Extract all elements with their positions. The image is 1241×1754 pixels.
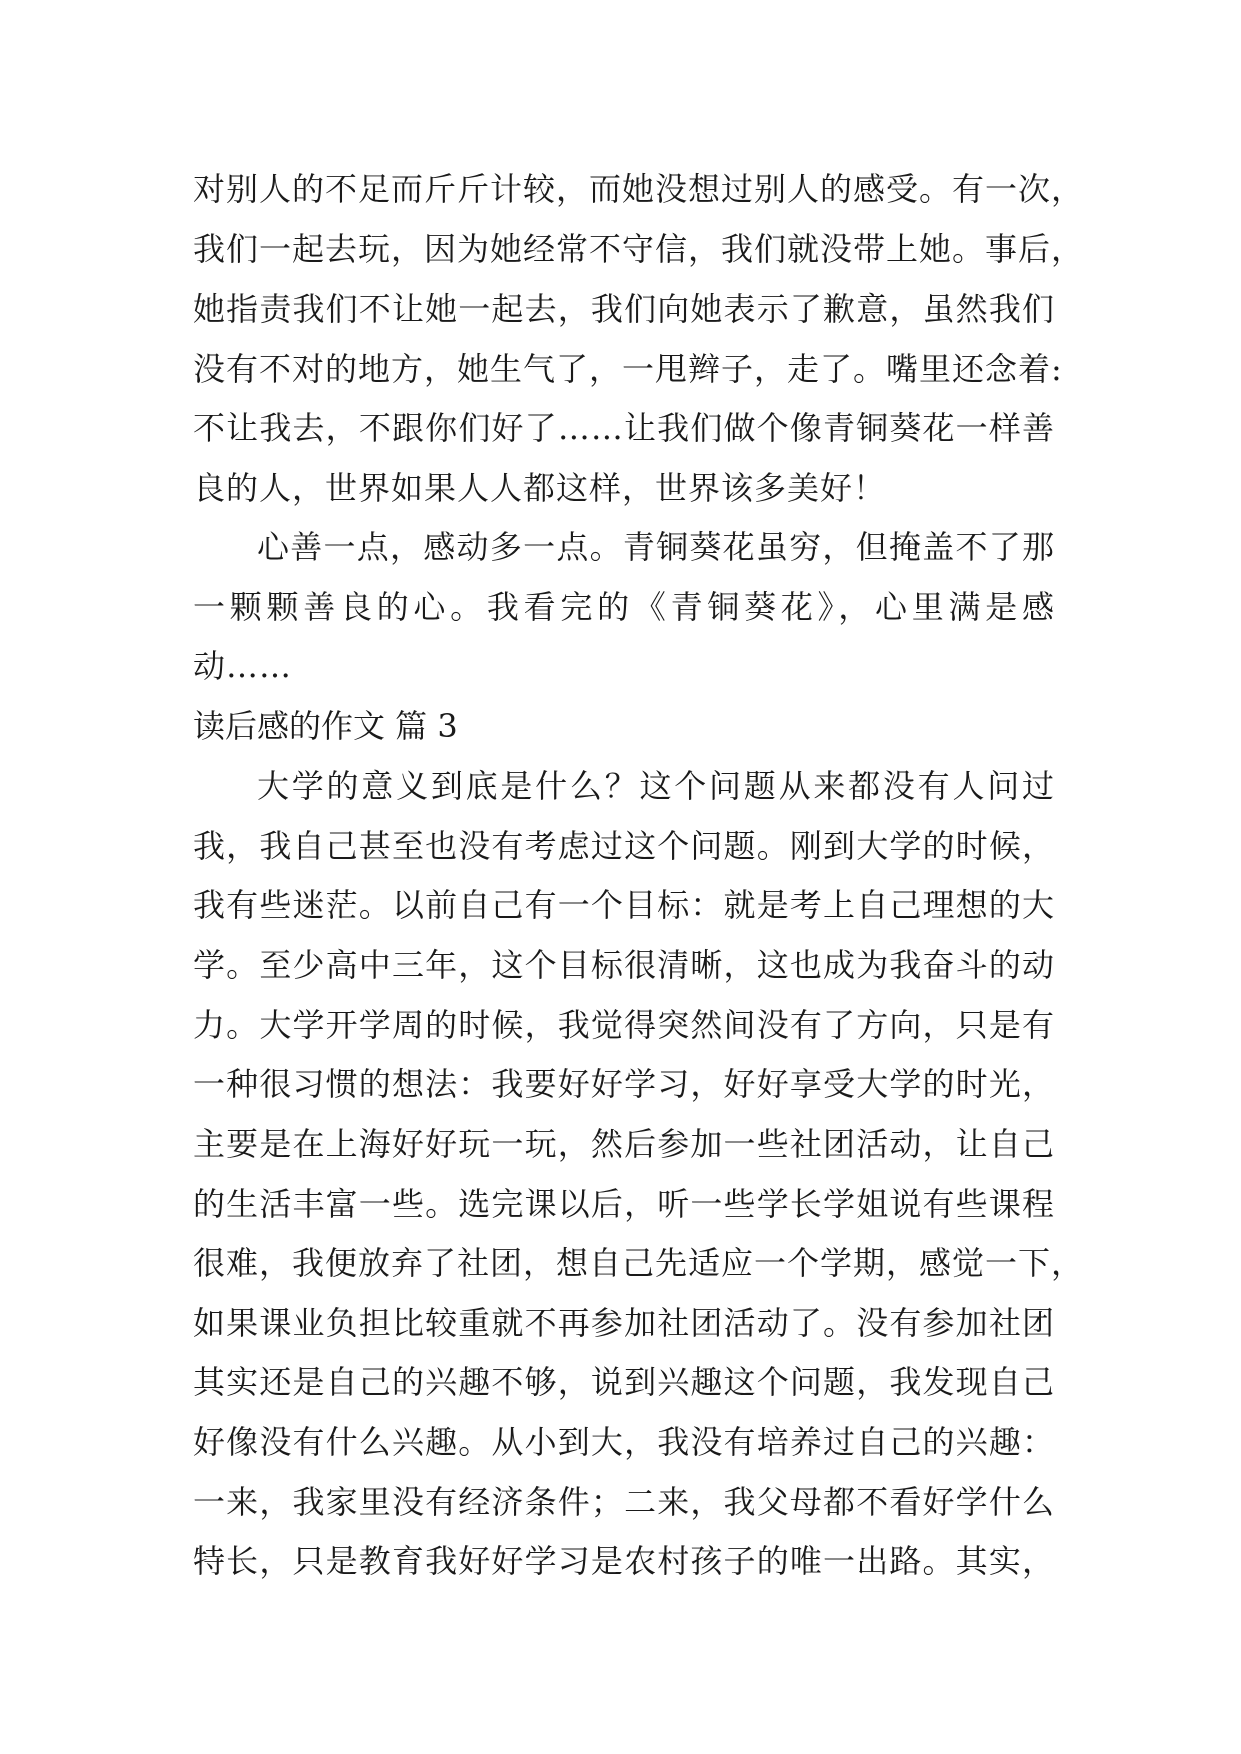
paragraph3-line-8: 的生活丰富一些。选完课以后，听一些学长学姐说有些课程 [193,1185,1055,1223]
paragraph3-line-11: 其实还是自己的兴趣不够，说到兴趣这个问题，我发现自己 [193,1363,1055,1401]
paragraph3-line-3: 我有些迷茫。以前自己有一个目标：就是考上自己理想的大 [193,886,1055,924]
paragraph3-line-4: 学。至少高中三年，这个目标很清晰，这也成为我奋斗的动 [193,946,1055,984]
paragraph3-line-13: 一来，我家里没有经济条件；二来，我父母都不看好学什么 [193,1483,1055,1521]
section-heading: 读后感的作文 篇 3 [193,707,458,745]
paragraph3-line-6: 一种很习惯的想法：我要好好学习，好好享受大学的时光， [193,1065,1055,1103]
paragraph3-line-10: 如果课业负担比较重就不再参加社团活动了。没有参加社团 [193,1304,1055,1342]
paragraph2-line-2: 一颗颗善良的心。我看完的《青铜葵花》，心里满是感 [193,588,1055,626]
paragraph3-line-9: 很难，我便放弃了社团，想自己先适应一个学期，感觉一下， [193,1244,1085,1282]
paragraph1-line-4: 没有不对的地方，她生气了，一甩辫子，走了。嘴里还念着: [193,350,1063,388]
paragraph3-line-12: 好像没有什么兴趣。从小到大，我没有培养过自己的兴趣： [193,1423,1055,1461]
paragraph1-line-1: 对别人的不足而斤斤计较，而她没想过别人的感受。有一次， [193,170,1085,208]
paragraph1-line-5: 不让我去，不跟你们好了……让我们做个像青铜葵花一样善 [193,409,1055,447]
paragraph1-line-3: 她指责我们不让她一起去，我们向她表示了歉意，虽然我们 [193,290,1055,328]
paragraph1-line-2: 我们一起去玩，因为她经常不守信，我们就没带上她。事后， [193,230,1085,268]
paragraph3-line-7: 主要是在上海好好玩一玩，然后参加一些社团活动，让自己 [193,1125,1055,1163]
paragraph3-line-2: 我，我自己甚至也没有考虑过这个问题。刚到大学的时候， [193,827,1055,865]
paragraph1-line-6: 良的人，世界如果人人都这样，世界该多美好！ [193,469,887,507]
paragraph3-line-14: 特长，只是教育我好好学习是农村孩子的唯一出路。其实， [193,1542,1055,1580]
paragraph3-line-5: 力。大学开学周的时候，我觉得突然间没有了方向，只是有 [193,1006,1055,1044]
paragraph3-line-1: 大学的意义到底是什么？这个问题从来都没有人问过 [257,767,1055,805]
paragraph2-line-1: 心善一点，感动多一点。青铜葵花虽穷，但掩盖不了那 [257,528,1055,566]
paragraph2-line-3: 动…… [193,647,293,685]
